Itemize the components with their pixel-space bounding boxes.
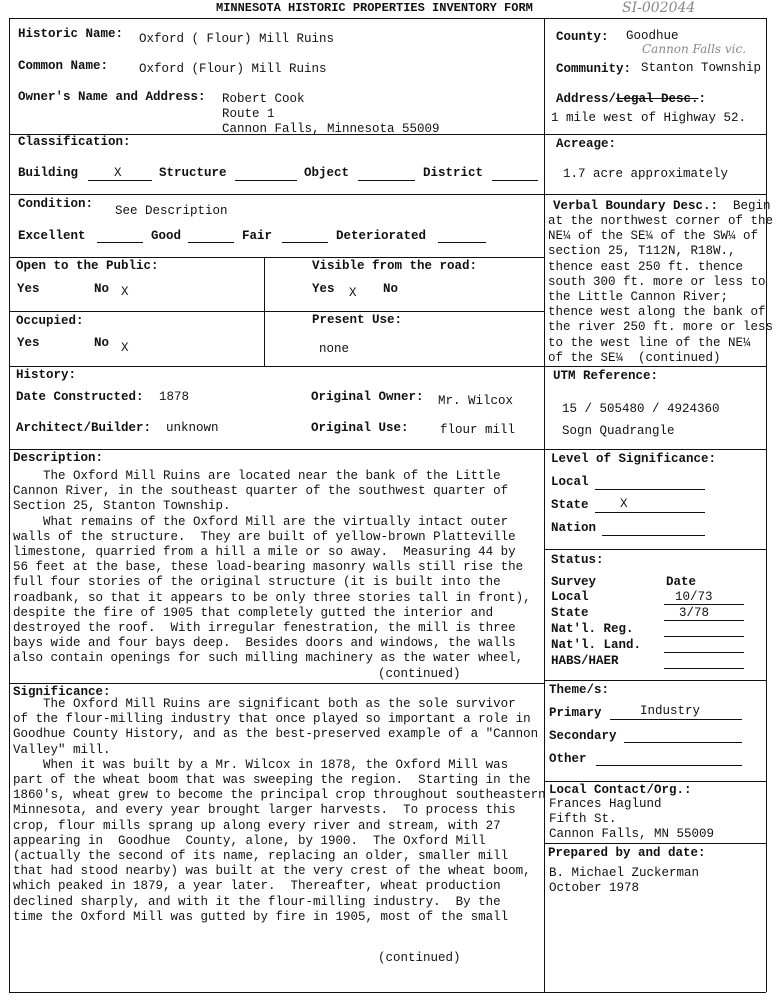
open-public-label: Open to the Public: (16, 259, 159, 273)
good-label: Good (151, 229, 182, 243)
significance-text: The Oxford Mill Ruins are significant both as the sole survivor of the flour-milling industry that once played so important a role in Goodhue County History, and as the best-preserved example of a "Cannon Valley" mill. When it was built by a Mr. Wilcox in 1878, the Oxford Mill was part of the wheat boom that was sweeping the region. Starting in the 1860's, wheat grew to become the principal crop throughout southeastern Minnesota, and every year brought larger harvests. To process this crop, flour mills sprang up along every river and stream, with 27 appearing in Goodhue County, alone, by 1900. The Oxford Mill (actually the second of its name, replacing an older, smaller mill that had stood nearby) was built at the very crest of the wheat boom, which peaked in 1879, a year later. Thereafter, wheat production declined sharply, and with it the flour-milling industry. By the time the Oxford Mill was gutted by fire in 1905, most of the small (13, 697, 546, 924)
address-label: Address/Legal Desc.: (556, 92, 707, 106)
status-natl-land-label: Nat'l. Land. (551, 638, 642, 652)
historic-name-value: Oxford ( Flour) Mill Ruins (139, 32, 335, 46)
blank-line (595, 489, 705, 490)
blank-line (664, 668, 744, 669)
local-contact-line-1: Frances Haglund (549, 797, 662, 811)
frame-right (766, 18, 767, 992)
rule (544, 843, 766, 844)
community-value: Stanton Township (641, 61, 762, 75)
prepared-by-date: October 1978 (549, 881, 640, 895)
level-state-mark: X (620, 497, 628, 511)
rule (9, 311, 544, 312)
building-label: Building (18, 166, 79, 180)
description-continued: (continued) (378, 667, 461, 681)
verbal-boundary-text: at the northwest corner of the NE¼ of the SE¼ of the SW¼ of section 25, T112N, R18W., thence east 250 ft. thence south 300 ft. more or less to the Little Cannon River; thence west along the bank of the river 250 ft. more or less to the west line of the NE¼ of the SE¼ (continued) (548, 214, 774, 365)
original-use-label: Original Use: (311, 421, 409, 435)
description-text: The Oxford Mill Ruins are located near the bank of the Little Cannon River, in the southeast quarter of the southwest quarter of Section 25, Stanton Township. What remains of the Oxford Mill are the virtually intact outer walls of the structure. They are built of yellow-brown Platteville limestone, quarried from a hill a mile or so away. Measuring 44 by 56 feet at the base, these load-bearing masonry walls still rise the full four stories of the original structure (it is built into the roadbank, so that it appears to be only three stories tall in front), despite the fire of 1905 that completely gutted the interior and destroyed the roof. With irregular fenestration, the mill is three bays wide and four bays deep. Besides doors and windows, the walls also contain openings for such milling machinery as the water wheel, (13, 469, 531, 666)
structure-label: Structure (159, 166, 227, 180)
blank-line (492, 180, 538, 181)
verbal-boundary-label: Verbal Boundary Desc.: (553, 199, 719, 213)
owner-label: Owner's Name and Address: (18, 90, 206, 104)
rule (264, 257, 265, 366)
original-owner-value: Mr. Wilcox (438, 394, 514, 408)
utm-label: UTM Reference: (553, 369, 659, 383)
present-use-value: none (319, 342, 350, 356)
rule (544, 134, 766, 135)
status-local-label: Local (551, 590, 589, 604)
local-contact-line-3: Cannon Falls, MN 55009 (549, 827, 715, 841)
condition-label: Condition: (18, 197, 94, 211)
open-public-no: No (94, 282, 110, 296)
frame-left (9, 18, 10, 992)
blank-line (595, 512, 705, 513)
open-public-yes: Yes (17, 282, 40, 296)
rule (544, 549, 766, 550)
prepared-by-label: Prepared by and date: (548, 846, 706, 860)
occupied-yes: Yes (17, 336, 40, 350)
significance-label: Significance: (13, 685, 111, 699)
blank-line (358, 180, 415, 181)
theme-primary-label: Primary (549, 706, 602, 720)
rule (9, 683, 544, 684)
level-local-label: Local (551, 475, 589, 489)
rule (9, 194, 544, 195)
blank-line (97, 242, 143, 243)
utm-quadrangle: Sogn Quadrangle (562, 424, 675, 438)
visible-road-no: No (383, 282, 399, 296)
struck-legal-desc: Legal Desc. (616, 92, 699, 106)
original-owner-label: Original Owner: (311, 390, 424, 404)
occupied-label: Occupied: (16, 314, 84, 328)
architect-label: Architect/Builder: (16, 421, 152, 435)
common-name-label: Common Name: (18, 59, 109, 73)
blank-line (235, 180, 297, 181)
theme-primary-value: Industry (640, 704, 701, 718)
present-use-label: Present Use: (312, 313, 403, 327)
local-contact-label: Local Contact/Org.: (549, 783, 692, 797)
significance-continued: (continued) (378, 951, 461, 965)
county-handwritten-note: Cannon Falls vic. (642, 42, 747, 56)
blank-line (602, 535, 705, 536)
level-nation-label: Nation (551, 521, 597, 535)
rule (544, 366, 766, 367)
level-significance-label: Level of Significance: (551, 452, 717, 466)
address-value: 1 mile west of Highway 52. (551, 111, 747, 125)
county-value: Goodhue (626, 29, 679, 43)
local-contact-line-2: Fifth St. (549, 812, 617, 826)
frame-bottom (9, 992, 766, 993)
object-label: Object (304, 166, 350, 180)
theme-other-label: Other (549, 752, 587, 766)
excellent-label: Excellent (18, 229, 86, 243)
blank-line (664, 604, 744, 605)
owner-line-1: Robert Cook (222, 92, 305, 106)
themes-label: Theme/s: (549, 683, 610, 697)
form-title: MINNESOTA HISTORIC PROPERTIES INVENTORY FORM (216, 1, 533, 15)
status-state-date: 3/78 (679, 606, 710, 620)
blank-line (282, 242, 328, 243)
blank-line (596, 765, 742, 766)
community-label: Community: (556, 62, 632, 76)
rule (544, 680, 766, 681)
blank-line (664, 636, 744, 637)
status-label: Status: (551, 553, 604, 567)
visible-road-mark: X (349, 286, 357, 300)
owner-line-2: Route 1 (222, 107, 275, 121)
acreage-value: 1.7 acre approximately (563, 167, 729, 181)
date-constructed-value: 1878 (159, 390, 190, 404)
status-habs-label: HABS/HAER (551, 654, 619, 668)
status-date-label: Date (666, 575, 697, 589)
theme-secondary-label: Secondary (549, 729, 617, 743)
level-state-label: State (551, 498, 589, 512)
frame-top (9, 18, 766, 19)
acreage-label: Acreage: (556, 137, 617, 151)
county-label: County: (556, 30, 609, 44)
building-mark: X (114, 166, 122, 180)
classification-label: Classification: (18, 135, 131, 149)
rule (544, 449, 766, 450)
common-name-value: Oxford (Flour) Mill Ruins (139, 62, 327, 76)
stamp-number: SI-002044 (622, 0, 696, 16)
status-local-date: 10/73 (675, 590, 713, 604)
blank-line (438, 242, 486, 243)
prepared-by-name: B. Michael Zuckerman (549, 866, 700, 880)
status-natl-reg-label: Nat'l. Reg. (551, 622, 634, 636)
verbal-boundary-line-0: Begin (733, 199, 771, 213)
original-use-value: flour mill (440, 423, 516, 437)
district-label: District (423, 166, 484, 180)
status-survey-label: Survey (551, 575, 597, 589)
date-constructed-label: Date Constructed: (16, 390, 144, 404)
blank-line (624, 742, 742, 743)
open-public-mark: X (121, 285, 129, 299)
deteriorated-label: Deteriorated (336, 229, 427, 243)
blank-line (610, 719, 742, 720)
rule (544, 781, 766, 782)
blank-line (664, 620, 744, 621)
rule (9, 449, 544, 450)
utm-value: 15 / 505480 / 4924360 (562, 402, 720, 416)
status-state-label: State (551, 606, 589, 620)
condition-value: See Description (115, 204, 228, 218)
description-label: Description: (13, 451, 104, 465)
blank-line (188, 242, 234, 243)
visible-road-yes: Yes (312, 282, 335, 296)
fair-label: Fair (242, 229, 273, 243)
visible-road-label: Visible from the road: (312, 259, 478, 273)
occupied-mark: X (121, 341, 129, 355)
rule (544, 194, 766, 195)
blank-line (664, 652, 744, 653)
occupied-no: No (94, 336, 110, 350)
rule (9, 366, 544, 367)
architect-value: unknown (166, 421, 219, 435)
history-label: History: (16, 368, 77, 382)
rule (9, 257, 544, 258)
historic-name-label: Historic Name: (18, 27, 124, 41)
owner-line-3: Cannon Falls, Minnesota 55009 (222, 122, 440, 136)
